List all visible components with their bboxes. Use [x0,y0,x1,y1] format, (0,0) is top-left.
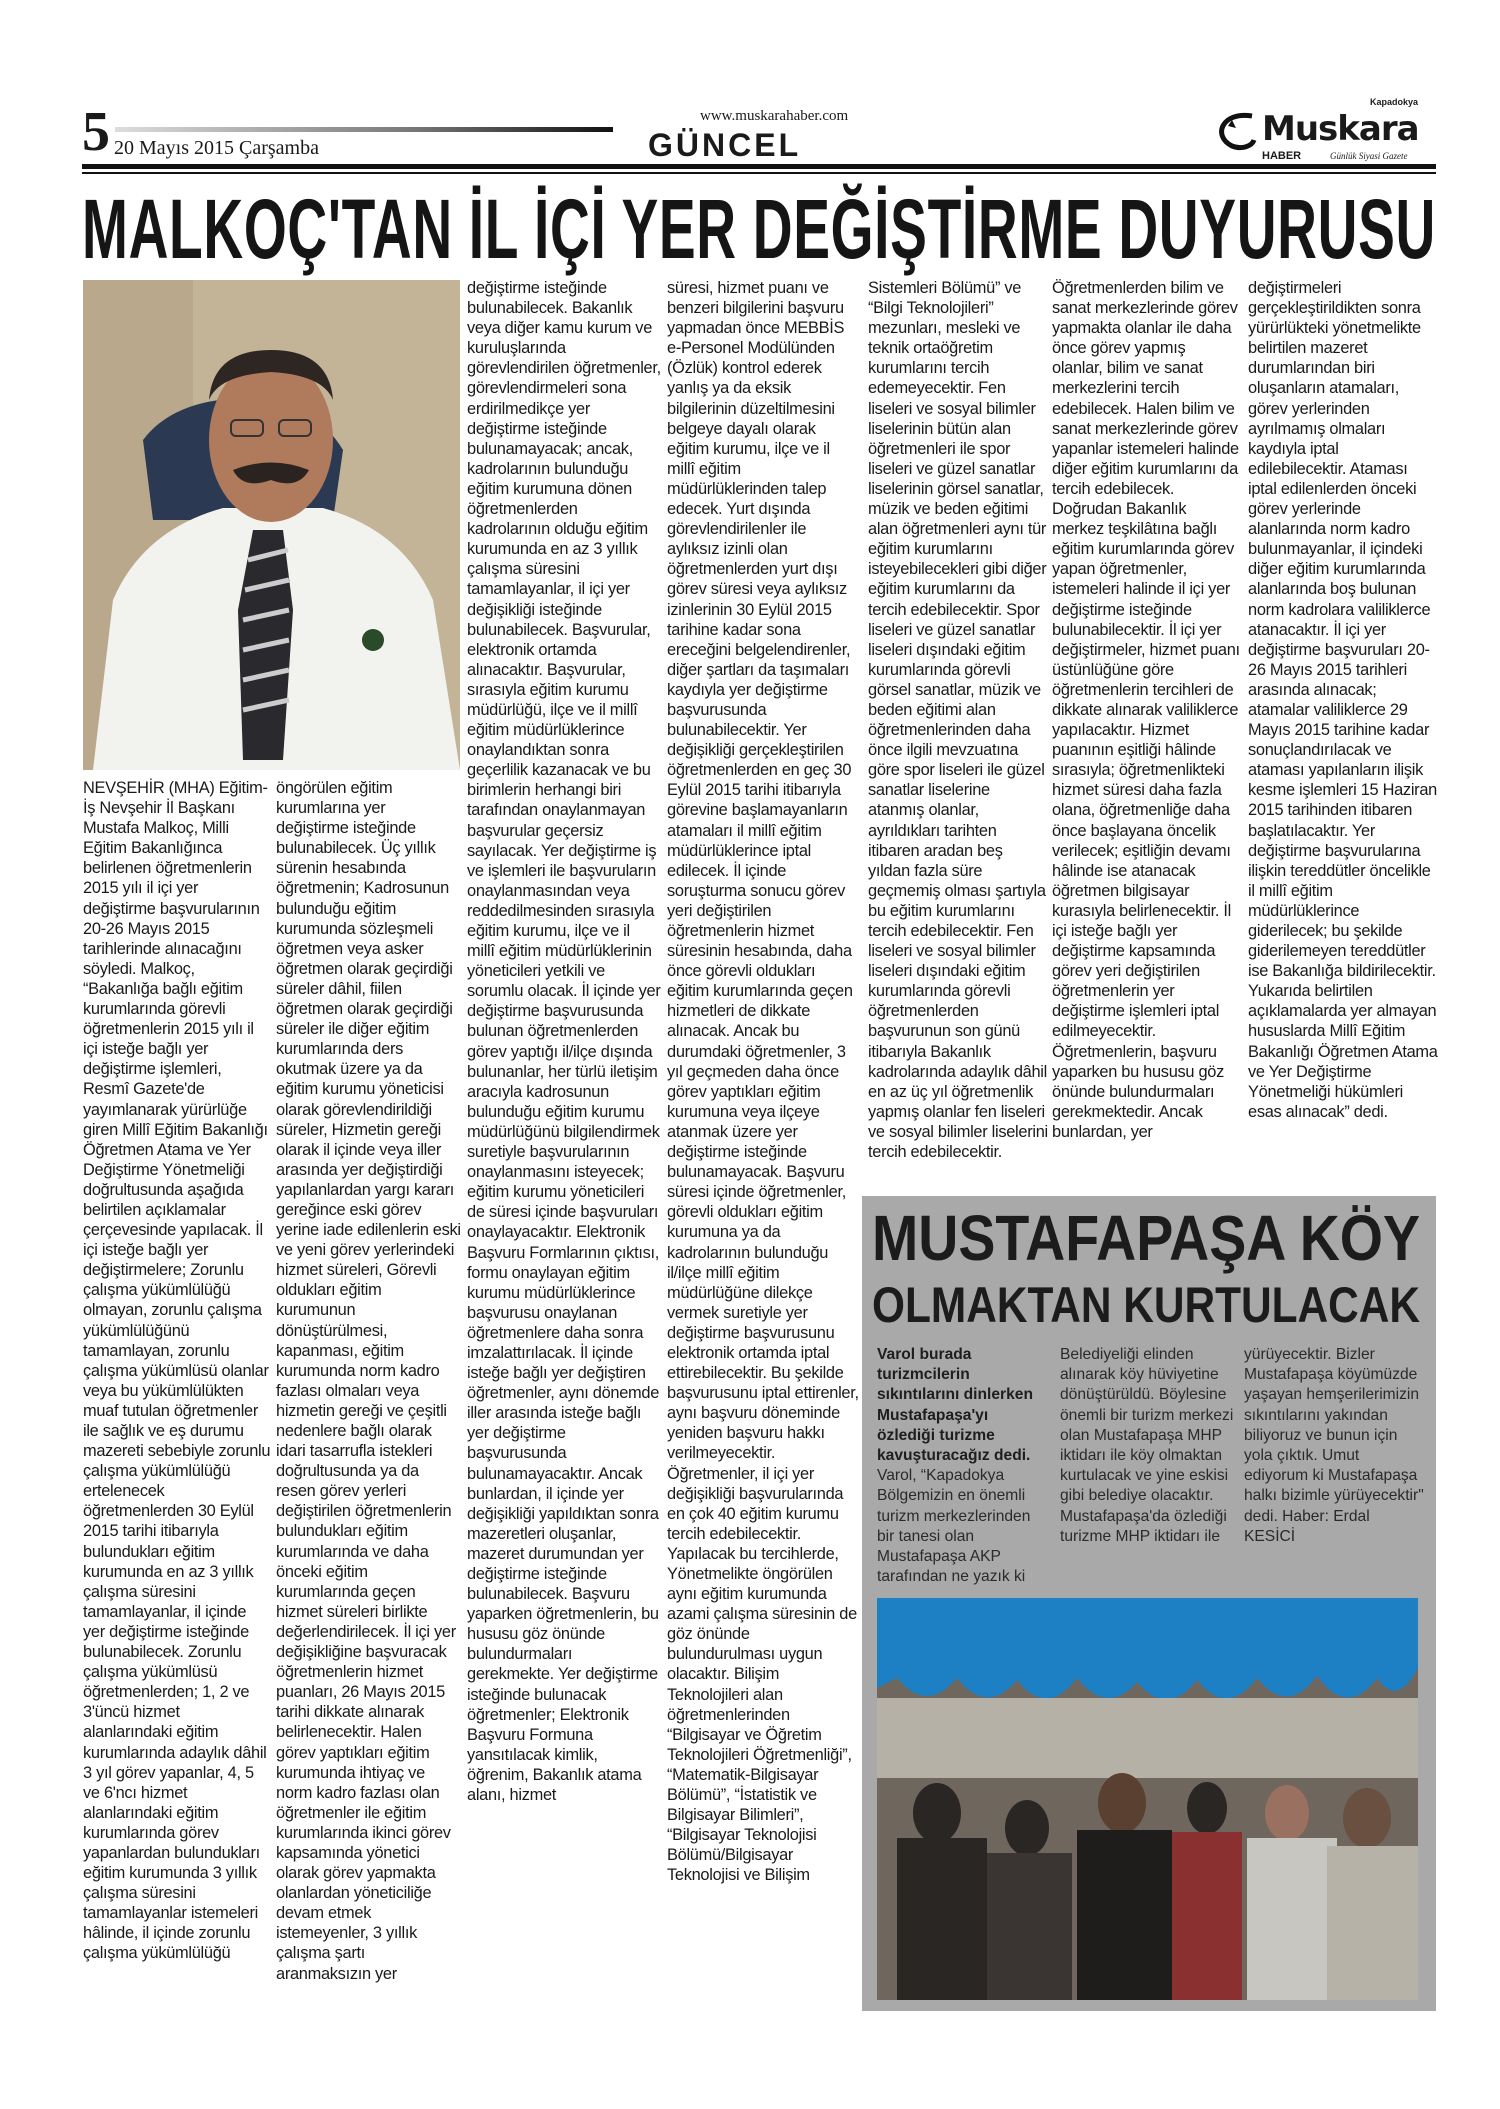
sidebar-headline-line1 [872,1203,1428,1273]
sidebar-text-1: Varol, “Kapadokya Bölgemizin en önemli turizm merkezlerinden bir tanesi olan Mustafapaşa AKP tarafından ne yazık ki [877,1467,1031,1586]
header-divider [82,164,1436,169]
article-column-6: Öğretmenlerden bilim ve sanat merkezlerinde görev yapmakta olanlar ile daha önce görev yapmış olanlar, bilim ve sanat merkezlerini tercih edebilecek. Halen bilim ve sanat merkezlerinde görev yapanlar istemeleri halinde diğer eğitim kurumlarını da tercih edebilecek. Doğrudan Bakanlık merkez teşkilâtına bağlı eğitim kurumlarında görev yapan öğretmenler, istemeleri halinde il içi yer değiştirme isteğinde bulunabilecektir. İl içi yer değiştirmeler, hizmet puanı üstünlüğüne göre öğretmenlerin tercihleri de dikkate alınarak valiliklerce yapılacaktır. Hizmet puanının eşitliği hâlinde sırasıyla; öğretmenlikteki hizmet süresi daha fazla olana, öğretmenliğe daha önce başlayana öncelik verilecek; eşitliğin devamı hâlinde ise atanacak öğretmen bilgisayar kurasıyla belirlenecektir. İl içi isteğe bağlı yer değiştirme kapsamında görev yeri değiştirilen öğretmenlerin yer değiştirme işlemleri iptal edilmeyecektir. Öğretmenlerin, başvuru yaparken bu hususu göz önünde bulundurmaları gerekmektedir. Ancak bunlardan, yer [1052,279,1240,1141]
logo-slogan: Günlük Siyasi Gazete [1330,151,1408,161]
sidebar-headline-line2 [872,1276,1428,1334]
article-column-1: NEVŞEHİR (MHA) Eğitim-İş Nevşehir İl Başkanı Mustafa Malkoç, Milli Eğitim Bakanlığınca belirlenen öğretmenlerin 2015 yılı il içi yer değiştirme başvurularının 20-26 Mayıs 2015 tarihlerinde alınacağını söyledi. Malkoç, “Bakanlığa bağlı eğitim kurumlarında görevli öğretmenlerin 2015 yılı il içi isteğe bağlı yer değiştirme işlemleri, Resmî Gazete'de yayımlanarak yürürlüğe giren Millî Eğitim Bakanlığı Öğretmen Atama ve Yer Değiştirme Yönetmeliği doğrultusunda aşağıda belirtilen açıklamalar çerçevesinde yapılacak. İl içi isteğe bağlı yer değiştirmelere; Zorunlu çalışma yükümlülüğü olmayan, zorunlu çalışma yükümlülüğünü tamamlayan, zorunlu çalışma yükümlüsü olanlar veya bu yükümlülükten muaf tutulan öğretmenler ile sağlık ve eş durumu mazereti sebebiyle zorunlu çalışma yükümlülüğü ertelenecek öğretmenlerden 30 Eylül 2015 tarihi itibarıyla bulundukları eğitim kurumunda en az 3 yıllık çalışma süresini tamamlayanlar, il içinde yer değiştirme isteğinde bulunabilecek. Zorunlu çalışma yükümlüsü öğretmenlerden; 1, 2 ve 3'üncü hizmet alanlarındaki eğitim kurumlarında adaylık dâhil 3 yıl görev yapanlar, 4, 5 ve 6'ncı hizmet alanlarındaki eğitim kurumlarında görev yapanlardan bulundukları eğitim kurumunda 3 yıllık çalışma süresini tamamlayanlar istemeleri hâlinde, il içinde zorunlu çalışma yükümlülüğü [83,779,271,1963]
sidebar-column-2: Belediyeliği elinden alınarak köy hüviyetine dönüştürüldü. Böylesine önemli bir turizm merkezi olan Mustafapaşa MHP iktidarı ile köy olmaktan kurtulacak ve yine eskisi gibi belediye olacaktır. Mustafapaşa'da özlediği turizme MHP iktidarı ile [1060,1346,1234,1545]
page-number: 5 [82,101,110,163]
headline [82,184,1436,274]
sidebar-column-3: yürüyecektir. Bizler Mustafapaşa köyümüzde yaşayan hemşerilerimizin sıkıntılarını yakından biliyoruz ve bunun için yola çıktık. Umut ediyorum ki Mustafapaşa halkı bizimle yürüyecektir" dedi. Haber: Erdal KESİCİ [1244,1346,1424,1545]
website-url: www.muskarahaber.com [700,108,849,124]
sidebar-headline-text-2: OLMAKTAN KURTULACAK [872,1277,1420,1333]
issue-date: 20 Mayıs 2015 Çarşamba [114,137,319,159]
article-column-7: değiştirmeleri gerçekleştirildikten sonra yürürlükteki yönetmelikte belirtilen mazeret durumlarından biri oluşanların atamaları, görev yerlerinden ayrılmamış olmaları kaydıyla iptal edilebilecektir. Ataması iptal edilenlerden önceki görev yerlerinde alanlarında norm kadro bulunmayanlar, il içindeki diğer eğitim kurumlarında alanlarında boş bulunan norm kadrolara valiliklerce atanacaktır. İl içi yer değiştirme başvuruları 20-26 Mayıs 2015 tarihleri arasında alınacak; atamalar valiliklerce 29 Mayıs 2015 tarihine kadar sonuçlandırılacak ve ataması yapılanların ilişik kesme işlemleri 15 Haziran 2015 tarihinden itibaren başlatılacaktır. Yer değiştirme başvurularına ilişkin tereddütler öncelikle il millî eğitim müdürlüklerince giderilecek; bu şekilde giderilemeyen tereddütler ise Bakanlığa bildirilecektir. Yukarıda belirtilen açıklamalarda yer almayan hususlarda Millî Eğitim Bakanlığı Öğretmen Atama ve Yer Değiştirme Yönetmeliği hükümleri esas alınacak” dedi. [1248,279,1438,1121]
logo-name: Muskara [1262,109,1419,149]
logo-tag: HABER [1262,150,1302,162]
section-name: GÜNCEL [648,127,802,163]
logo-swirl-icon [1212,106,1262,156]
sidebar-lead: Varol burada turizmcilerin sıkıntılarını dinlerken Mustafapaşa'yı özlediği turizme kavuşturacağız dedi. [877,1346,1033,1465]
header-divider-thin [82,172,1436,174]
logo-region: Kapadokya [1370,97,1419,107]
article-column-4: süresi, hizmet puanı ve benzeri bilgilerini başvuru yapmadan önce MEBBİS e-Personel Modülünden (Özlük) kontrol ederek yanlış ya da eksik bilgilerinin düzeltilmesini belgeye dayalı olarak eğitim kurumu, ilçe ve il millî eğitim müdürlüklerinden talep edecek. Yurt dışında görevlendirilenler ile aylıksız izinli olan öğretmenlerden yurt dışı görev süresi veya aylıksız izinlerinin 30 Eylül 2015 tarihine kadar sona ereceğini belgelendirenler, diğer şartları da taşımaları kaydıyla yer değiştirme başvurusunda bulunabilecektir. Yer değişikliği gerçekleştirilen öğretmenlerden en geç 30 Eylül 2015 tarihi itibarıyla görevine başlamayanların atamaları il millî eğitim müdürlüklerince iptal edilecek. İl içinde soruşturma sonucu görev yeri değiştirilen öğretmenlerin hizmet süresinin hesabında, daha önce görevli oldukları eğitim kurumlarında geçen hizmetleri de dikkate alınacak. Ancak bu durumdaki öğretmenler, 3 yıl geçmeden daha önce görev yaptıkları eğitim kurumuna veya ilçeye atanmak üzere yer değiştirme isteğinde bulunamayacak. Başvuru süresi içinde öğretmenler, görevli oldukları eğitim kurumuna ya da kadrolarının bulunduğu il/ilçe millî eğitim müdürlüğüne dilekçe vermek suretiyle yer değiştirme başvurusunu elektronik ortamda iptal ettirebilecektir. Bu şekilde başvurusunu iptal ettirenler, aynı başvuru döneminde yeniden başvuru hakkı verilmeyecektir. Öğretmenler, il içi yer değişikliği başvurularında en çok 40 eğitim kurumu tercih edebilecektir. Yapılacak bu tercihlerde, Yönetmelikte öngörülen aynı eğitim kurumunda azami çalışma süresinin de göz önünde bulundurulması uygun olacaktır. Bilişim Teknolojileri alan öğretmenlerinden “Bilgisayar ve Öğretim Teknolojileri Öğretmenliği”, “Matematik-Bilgisayar Bölümü”, “İstatistik ve Bilgisayar Bilimleri”, “Bilgisayar Teknolojisi Bölümü/Bilgisayar Teknolojisi ve Bilişim [667,279,859,1885]
headline-text: MALKOÇ'TAN İL İÇİ YER DEĞİŞTİRME DUYURUSU [82,182,1436,276]
sidebar-column-1 [877,1345,1049,1587]
article-column-3: değiştirme isteğinde bulunabilecek. Bakanlık veya diğer kamu kurum ve kuruluşlarında görevlendirilen öğretmenler, görevlendirmeleri sona erdirilmedikçe yer değiştirme isteğinde bulunamayacak; ancak, kadrolarının bulunduğu eğitim kurumuna dönen öğretmenlerden kadrolarının olduğu eğitim kurumunda en az 3 yıllık çalışma süresini tamamlayanlar, il içi yer değişikliği isteğinde bulunabilecek. Başvurular, elektronik ortamda alınacaktır. Başvurular, sırasıyla eğitim kurumu müdürlüğü, ilçe ve il millî eğitim müdürlüklerince onaylandıktan sonra geçerlilik kazanacak ve bu birimlerin herhangi biri tarafından onaylanmayan başvurular geçersiz sayılacak. Yer değiştirme iş ve işlemleri ile başvuruların onaylanmasından veya reddedilmesinden sırasıyla eğitim kurumu, ilçe ve il millî eğitim müdürlüklerinin yöneticileri yetkili ve sorumlu olacak. İl içinde yer değiştirme başvurusunda bulunan öğretmenlerden görev yaptığı il/ilçe dışında bulunanlar, her türlü iletişim aracıyla kadrosunun bulunduğu eğitim kurumu müdürlüğünü bilgilendirmek suretiyle başvurularının onaylanmasını isteyecek; eğitim kurumu yöneticileri de süresi içinde başvuruları onaylayacaktır. Elektronik Başvuru Formlarının çıktısı, formu onaylayan eğitim kurumu müdürlüklerince başvurusu onaylanan öğretmenlere daha sonra imzalattırılacak. İl içinde isteğe bağlı yer değiştiren öğretmenler, aynı dönemde iller arasında isteğe bağlı yer değiştirme başvurusunda bulunamayacaktır. Ancak bunlardan, il içinde yer değişikliği yapıldıktan sonra mazeretleri oluşanlar, mazeret durumundan yer değiştirme isteğinde bulunabilecek. Başvuru yaparken öğretmenlerin, bu hususu göz önünde bulundurmaları gerekmekte. Yer değiştirme isteğinde bulunacak öğretmenler; Elektronik Başvuru Formuna yansıtılacak kimlik, öğrenim, Bakanlık atama alanı, hizmet [467,279,661,1805]
logo [1212,106,1262,156]
portrait-photo [83,280,460,770]
sidebar-headline-text-1: MUSTAFAPAŞA KÖY [872,1202,1420,1274]
article-column-2: öngörülen eğitim kurumlarına yer değiştirme isteğinde bulunabilecek. Üç yıllık sürenin hesabında öğretmenin; Kadrosunun bulunduğu eğitim kurumunda sözleşmeli öğretmen veya asker öğretmen olarak geçirdiği süreler dâhil, fiilen öğretmen olarak geçirdiği süreler ile diğer eğitim kurumlarında ders okutmak üzere ya da eğitim kurumu yöneticisi olarak görevlendirildiği süreler, Hizmetin gereği olarak il içinde veya iller arasında yer değiştirdiği yapılanlardan yargı kararı gereğince eski görev yerine iade edilenlerin eski ve yeni görev yerlerindeki hizmet süreleri, Görevli oldukları eğitim kurumunun dönüştürülmesi, kapanması, eğitim kurumunda norm kadro fazlası olmaları veya hizmetin gereği ve çeşitli nedenlere bağlı olarak idari tasarrufla istekleri doğrultusunda ya da resen görev yerleri değiştirilen öğretmenlerin bulundukları eğitim kurumlarında ve daha önceki eğitim kurumlarında geçen hizmet süreleri birlikte değerlendirilecek. İl içi yer değişikliğine başvuracak öğretmenlerin hizmet puanları, 26 Mayıs 2015 tarihi dikkate alınarak belirlenecektir. Halen görev yaptıkları eğitim kurumunda ihtiyaç ve norm kadro fazlası olan öğretmenler ile eğitim kurumlarında ikinci görev kapsamında yönetici olarak görev yapmakta olanlardan yöneticiliğe devam etmek istemeyenler, 3 yıllık çalışma şartı aranmaksızın yer [276,779,461,1983]
header-rule [115,127,613,132]
article-column-5: Sistemleri Bölümü” ve “Bilgi Teknolojileri” mezunları, mesleki ve teknik ortaöğretim kurumlarını tercih edemeyecektir. Fen liseleri ve sosyal bilimler liselerinin bütün alan öğretmenleri ile spor liseleri ve güzel sanatlar liselerinin görsel sanatlar, müzik ve beden eğitimi alan öğretmenleri aynı tür eğitim kurumlarını isteyebilecekleri gibi diğer eğitim kurumlarını da tercih edebilecektir. Spor liseleri ve güzel sanatlar liseleri dışındaki eğitim kurumlarında görevli görsel sanatlar, müzik ve beden eğitimi alan öğretmenlerinden daha önce ilgili mevzuatına göre spor liseleri ile güzel sanatlar liselerine atanmış olanlar, ayrıldıkları tarihten itibaren aradan beş yıldan fazla süre geçmemiş olması şartıyla bu eğitim kurumlarını tercih edebilecektir. Fen liseleri ve sosyal bilimler liseleri dışındaki eğitim kurumlarında görevli öğretmenlerden başvurunun son günü itibarıyla Bakanlık kadrolarında adaylık dâhil en az üç yıl öğretmenlik yapmış olanlar fen liseleri ve sosyal bilimler liselerini tercih edebilecektir. [868,279,1048,1162]
group-photo [877,1598,1418,2000]
